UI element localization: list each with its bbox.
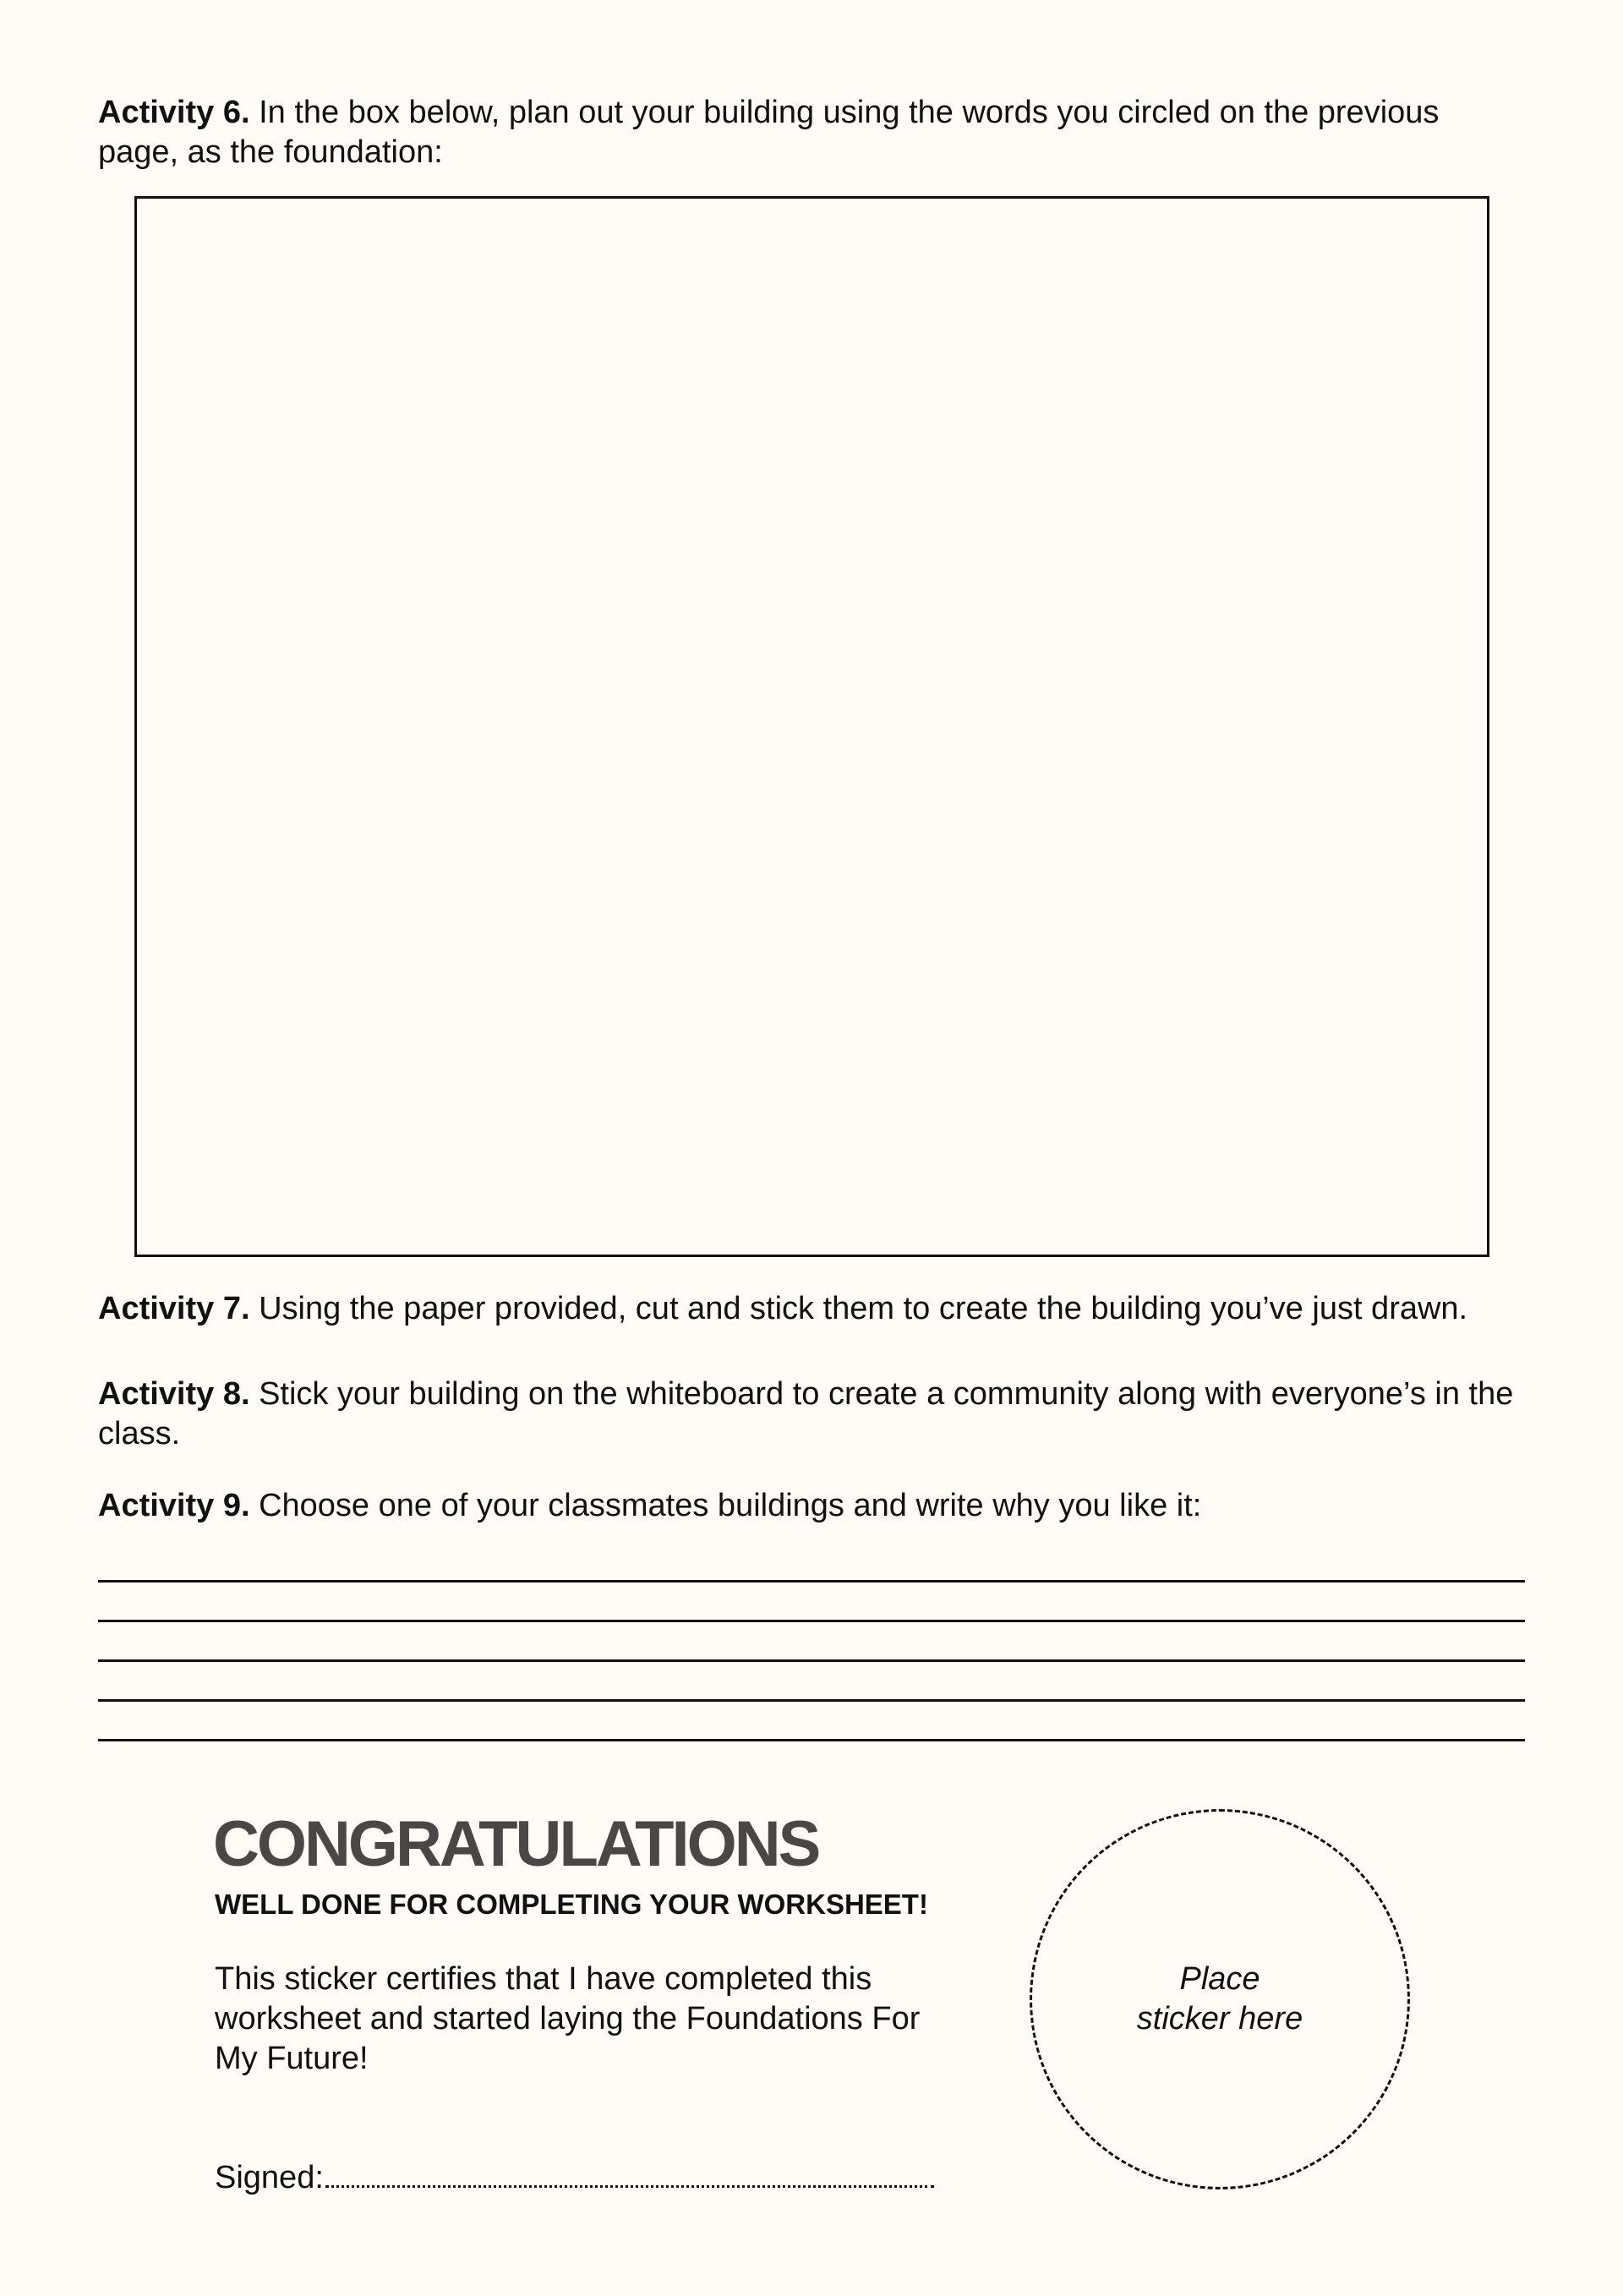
activity-8-label: Activity 8. [98, 1376, 250, 1412]
sticker-placeholder-text: Place sticker here [1136, 1961, 1303, 2036]
congratulations-title: CONGRATULATIONS [213, 1808, 819, 1880]
activity-9 [98, 1486, 1527, 1526]
building-plan-box[interactable] [134, 196, 1489, 1257]
activity-9-text: Choose one of your classmates buildings and write why you like it: [249, 1488, 1202, 1523]
certification-text: This sticker certifies that I have completed this worksheet and started laying the Foundations For My Future! [215, 1961, 921, 2076]
activity-7-label: Activity 7. [98, 1291, 250, 1326]
activity-8-text: Stick your building on the whiteboard to create a community along with everyone’s in the class. [98, 1376, 1514, 1451]
signature-line [215, 2158, 934, 2198]
activity-7 [98, 1289, 1527, 1329]
sticker-placeholder-circle [1030, 1809, 1410, 2189]
activity-8 [98, 1375, 1527, 1454]
activity-7-text: Using the paper provided, cut and stick them to create the building you’ve just drawn. [249, 1291, 1468, 1326]
writing-line[interactable] [98, 1580, 1525, 1583]
activity-6-text: In the box below, plan out your building using the words you circled on the previous page, as the foundation: [98, 95, 1440, 170]
writing-line[interactable] [98, 1699, 1525, 1702]
signed-label: Signed: [215, 2160, 324, 2195]
writing-line[interactable] [98, 1659, 1525, 1662]
writing-line[interactable] [98, 1620, 1525, 1622]
activity-9-label: Activity 9. [98, 1488, 250, 1523]
writing-line[interactable] [98, 1739, 1525, 1741]
activity-6-label: Activity 6. [98, 95, 250, 130]
activity-6 [98, 93, 1527, 172]
signature-field[interactable] [325, 2183, 934, 2188]
congratulations-subtitle: WELL DONE FOR COMPLETING YOUR WORKSHEET! [215, 1889, 928, 1920]
